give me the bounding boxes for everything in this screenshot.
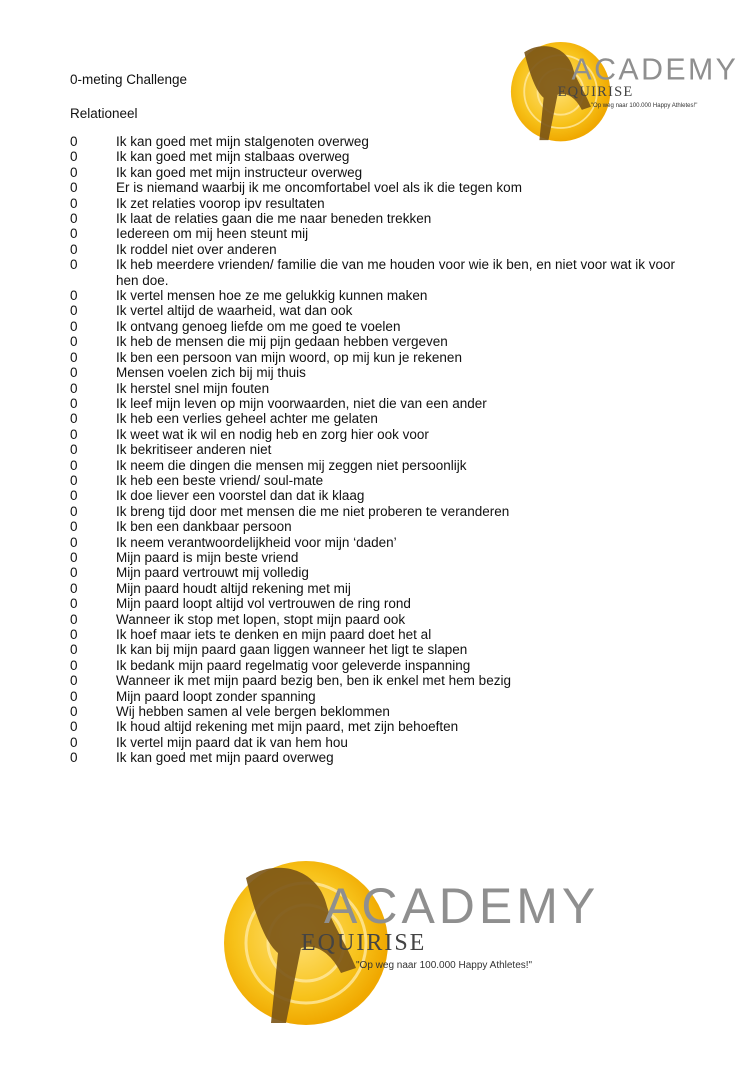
statement-text: Ik kan goed met mijn paard overweg [116,750,334,766]
statement-row [70,488,690,503]
statement-row [70,350,690,365]
statement-score: 0 [70,719,78,735]
statement-row [70,458,690,473]
statement-list [70,134,690,766]
equirise-academy-logo-large [206,848,600,1026]
statement-text: Ik vertel mensen hoe ze me gelukkig kunnen maken [116,288,428,304]
statement-score: 0 [70,704,78,720]
statement-text: Ik ontvang genoeg liefde om me goed te voelen [116,318,401,334]
statement-text: Mijn paard houdt altijd rekening met mij [116,580,351,596]
statement-text: Ik neem verantwoordelijkheid voor mijn ‘daden’ [116,534,397,550]
statement-row [70,211,690,226]
statement-row [70,504,690,519]
statement-text: Ik doe liever een voorstel dan dat ik klaag [116,488,365,504]
logo-tagline: "Op weg naar 100.000 Happy Athletes!" [356,960,533,971]
statement-score: 0 [70,611,78,627]
statement-row [70,535,690,550]
statement-row [70,303,690,318]
statement-text: Ik laat de relaties gaan die me naar beneden trekken [116,211,432,227]
statement-text: Ik roddel niet over anderen [116,241,277,257]
statement-row [70,627,690,642]
statement-text: Ik herstel snel mijn fouten [116,380,270,396]
statement-text: Ik heb meerdere vrienden/ familie die van me houden voor wie ik ben, en niet voor wat ik voor hen doe. [116,257,676,288]
statement-text: Ik bekritiseer anderen niet [116,442,272,458]
statement-row [70,519,690,534]
statement-row [70,704,690,719]
statement-row [70,411,690,426]
statement-score: 0 [70,395,78,411]
statement-row [70,612,690,627]
statement-row [70,365,690,380]
equirise-wordmark: EQUIRISE [301,930,427,956]
statement-text: Ik ben een persoon van mijn woord, op mij kun je rekenen [116,349,462,365]
statement-text: Ik bedank mijn paard regelmatig voor geleverde inspanning [116,657,471,673]
statement-text: Ik hoef maar iets te denken en mijn paard doet het al [116,627,432,642]
statement-score: 0 [70,164,78,180]
statement-score: 0 [70,503,78,519]
statement-text: Ik leef mijn leven op mijn voorwaarden, niet die van een ander [116,395,487,411]
statement-score: 0 [70,334,78,350]
statement-score: 0 [70,657,78,673]
statement-text: Ik kan bij mijn paard gaan liggen wanneer het ligt te slapen [116,642,468,658]
statement-row [70,180,690,195]
statement-score: 0 [70,488,78,504]
statement-row [70,719,690,734]
statement-score: 0 [70,734,78,750]
statement-score: 0 [70,349,78,365]
statement-text: Ik neem die dingen die mensen mij zeggen niet persoonlijk [116,457,467,473]
statement-row [70,165,690,180]
statement-text: Mijn paard loopt zonder spanning [116,688,316,704]
statement-score: 0 [70,380,78,396]
statement-text: Er is niemand waarbij ik me oncomfortabel voel als ik die tegen kom [116,180,522,196]
statement-row [70,427,690,442]
statement-row [70,288,690,303]
statement-score: 0 [70,534,78,550]
statement-text: Ik kan goed met mijn stalgenoten overweg [116,134,369,149]
statement-score: 0 [70,580,78,596]
statement-text: Ik heb een beste vriend/ soul-mate [116,472,324,488]
statement-row [70,381,690,396]
statement-row [70,673,690,688]
statement-row [70,396,690,411]
statement-row [70,750,690,765]
statement-score: 0 [70,457,78,473]
statement-score: 0 [70,257,78,273]
statement-text: Ik heb de mensen die mij pijn gedaan hebben vergeven [116,334,448,350]
academy-wordmark: ACADEMY [324,878,600,934]
statement-row [70,442,690,457]
statement-text: Wij hebben samen al vele bergen beklommen [116,704,390,720]
statement-text: Ik ben een dankbaar persoon [116,519,292,535]
statement-row [70,196,690,211]
statement-score: 0 [70,627,78,642]
statement-row [70,257,690,288]
statement-text: Ik vertel mijn paard dat ik van hem hou [116,734,348,750]
statement-text: Mijn paard loopt altijd vol vertrouwen de ring rond [116,596,411,612]
statement-score: 0 [70,688,78,704]
statement-score: 0 [70,426,78,442]
statement-text: Ik weet wat ik wil en nodig heb en zorg hier ook voor [116,426,429,442]
statement-text: Ik heb een verlies geheel achter me gelaten [116,411,378,427]
logo-tagline: "Op weg naar 100.000 Happy Athletes!" [590,102,698,109]
statement-row [70,473,690,488]
equirise-academy-logo-small [500,34,738,142]
statement-score: 0 [70,303,78,319]
statement-score: 0 [70,195,78,211]
statement-score: 0 [70,211,78,227]
statement-score: 0 [70,472,78,488]
statement-row [70,581,690,596]
statement-row [70,149,690,164]
statement-text: Ik vertel altijd de waarheid, wat dan ook [116,303,353,319]
section-heading: Relationeel [70,106,138,121]
statement-text: Ik kan goed met mijn stalbaas overweg [116,149,350,165]
academy-wordmark: ACADEMY [571,53,738,87]
statement-row [70,596,690,611]
statement-text: Ik breng tijd door met mensen die me niet proberen te veranderen [116,503,510,519]
statement-score: 0 [70,642,78,658]
statement-text: Ik zet relaties voorop ipv resultaten [116,195,325,211]
statement-text: Mijn paard is mijn beste vriend [116,549,299,565]
statement-text: Ik kan goed met mijn instructeur overweg [116,164,363,180]
statement-score: 0 [70,549,78,565]
statement-text: Mensen voelen zich bij mij thuis [116,365,306,381]
statement-row [70,689,690,704]
statement-row [70,319,690,334]
statement-score: 0 [70,149,78,165]
statement-text: Wanneer ik met mijn paard bezig ben, ben ik enkel met hem bezig [116,673,511,689]
statement-score: 0 [70,750,78,766]
statement-row [70,334,690,349]
statement-score: 0 [70,565,78,581]
statement-text: Mijn paard vertrouwt mij volledig [116,565,309,581]
statement-row [70,550,690,565]
statement-row [70,226,690,241]
statement-score: 0 [70,288,78,304]
equirise-wordmark: EQUIRISE [557,83,634,100]
statement-score: 0 [70,411,78,427]
statement-score: 0 [70,241,78,257]
statement-row [70,658,690,673]
statement-score: 0 [70,673,78,689]
statement-score: 0 [70,519,78,535]
statement-row [70,242,690,257]
statement-score: 0 [70,180,78,196]
statement-row [70,642,690,657]
statement-text: Ik houd altijd rekening met mijn paard, met zijn behoeften [116,719,459,735]
statement-text: Wanneer ik stop met lopen, stopt mijn paard ook [116,611,406,627]
statement-row [70,565,690,580]
statement-row [70,735,690,750]
statement-score: 0 [70,134,78,149]
statement-score: 0 [70,596,78,612]
statement-score: 0 [70,365,78,381]
document-title: 0-meting Challenge [70,72,188,87]
statement-score: 0 [70,442,78,458]
statement-text: Iedereen om mij heen steunt mij [116,226,309,242]
statement-score: 0 [70,226,78,242]
statement-score: 0 [70,318,78,334]
